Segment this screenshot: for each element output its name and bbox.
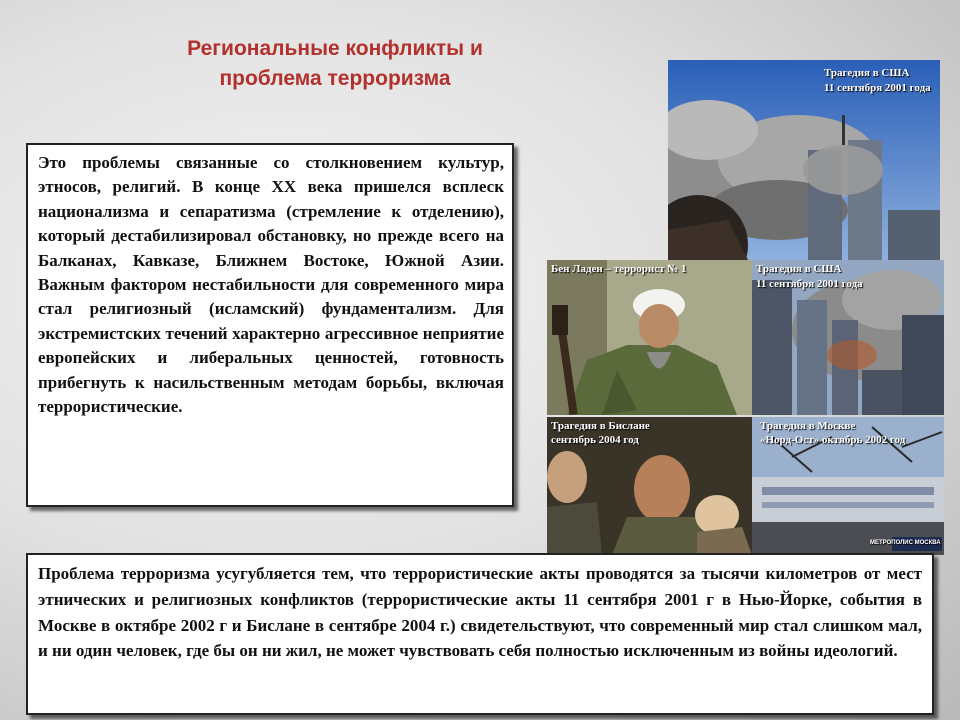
slide-title-line1: Региональные конфликты и bbox=[187, 37, 483, 60]
photo-wtc-main bbox=[668, 60, 940, 260]
moscow-watermark: МЕТРОПОЛИС МОСКВА bbox=[870, 540, 941, 546]
photo-wtc-second bbox=[752, 260, 944, 415]
photo-bin-laden-image bbox=[547, 260, 752, 415]
beslan-caption-line2: сентябрь 2004 год bbox=[551, 434, 639, 446]
moscow-caption-line2: «Норд-Ост» октябрь 2002 год bbox=[760, 434, 906, 446]
terrorism-paragraph: Проблема терроризма усугубляется тем, что террористические акты проводятся за тысячи километров от мест этнических и религиозных конфликтов (террористические акты 11 сентября 2001 г в Нью-Йорке, события в Москве в октябре 2002 г и Бислане в сентябре 2004 г.) свидетельствуют, что современный мир стал слишком мал, и ни один человек, где бы он ни жил, не может чувствовать себя полностью исключенным из войны идеологий. bbox=[38, 564, 922, 661]
wtc-second-caption-line2: 11 сентября 2001 года bbox=[756, 278, 863, 290]
beslan-caption-line1: Трагедия в Бислане bbox=[551, 420, 650, 432]
beslan-caption bbox=[551, 419, 650, 447]
wtc-main-caption bbox=[824, 66, 931, 96]
wtc-second-caption-line1: Трагедия в США bbox=[756, 263, 842, 275]
photo-bin-laden bbox=[547, 260, 752, 415]
moscow-caption bbox=[760, 419, 905, 447]
intro-paragraph: Это проблемы связанные со столкновением культур, этносов, религий. В конце XX века пришелся всплеск национализма и сепаратизма (стремление к отделению), который дестабилизировал обстановку, но прежде всего на Балканах, Кавказе, Ближнем Востоке, Южной Азии. Важным фактором нестабильности для современного мира стал религиозный (исламский) фундаментализм. Для экстремистских течений характерно агрессивное неприятие европейских и либеральных ценностей, готовность прибегнуть к насильственным методам борьбы, включая террористические. bbox=[38, 153, 504, 417]
terrorism-text-box bbox=[26, 553, 934, 715]
photo-moscow bbox=[752, 417, 944, 555]
slide-title-line2: проблема терроризма bbox=[219, 67, 451, 90]
wtc-main-caption-line1: Трагедия в США bbox=[824, 67, 910, 79]
bin-laden-caption: Бен Ладен – террорист № 1 bbox=[551, 263, 687, 275]
slide-title bbox=[150, 34, 520, 94]
photo-beslan bbox=[547, 417, 752, 555]
moscow-caption-line1: Трагедия в Москве bbox=[760, 420, 856, 432]
wtc-second-caption bbox=[756, 262, 863, 292]
wtc-main-caption-line2: 11 сентября 2001 года bbox=[824, 82, 931, 94]
intro-text-box bbox=[26, 143, 514, 507]
